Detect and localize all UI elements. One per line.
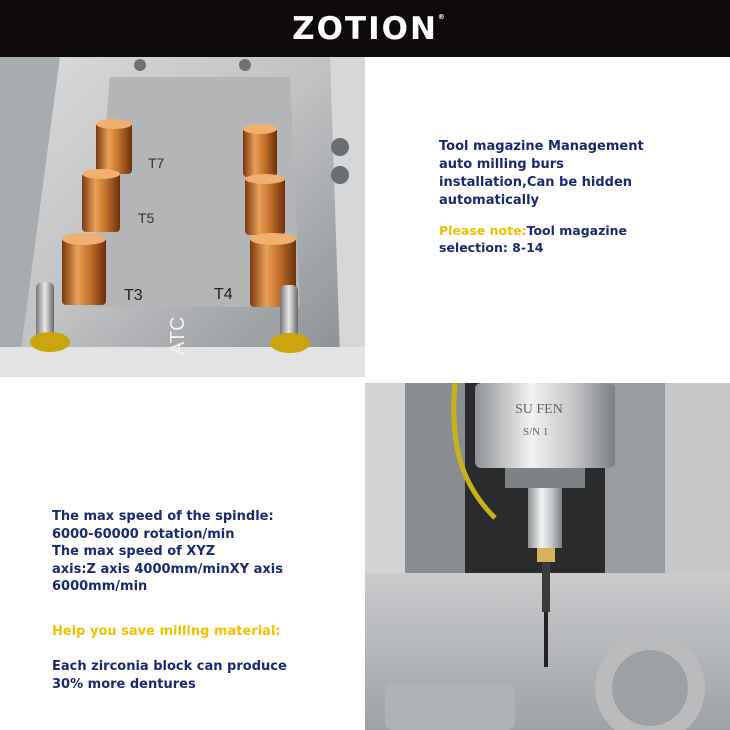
save-material-highlight: Help you save milling material: (52, 624, 281, 639)
spindle-serial-label: S/N 1 (523, 426, 549, 438)
zirconia-line: Each zirconia block can produce (52, 659, 287, 674)
tool-magazine-illustration (0, 57, 365, 377)
tool-holder-t6 (245, 174, 285, 235)
tool-text-line: installation,Can be hidden (439, 175, 633, 190)
tool-magazine-description (439, 138, 719, 210)
note-label: Please note: (439, 223, 527, 238)
tool-holder-t7 (96, 119, 132, 174)
tool-holder-t5 (82, 169, 120, 232)
brand-header (0, 0, 730, 57)
spindle-brand-label: SU FEN (515, 402, 563, 417)
brand-logo (292, 10, 447, 47)
tool-holder-t8 (243, 124, 277, 177)
note-selection: selection: 8-14 (439, 240, 544, 255)
note-text: Tool magazine (526, 223, 628, 238)
spec-line: axis:Z axis 4000mm/minXY axis (52, 561, 283, 577)
tool-magazine-photo (0, 57, 365, 377)
label-atc: ATC (167, 316, 189, 355)
spec-line: The max speed of XYZ (52, 544, 216, 559)
tool-magazine-note (439, 222, 719, 256)
brand-name: ZOTION (292, 10, 438, 47)
zirconia-line: 30% more dentures (52, 677, 196, 692)
registered-mark: ® (437, 12, 447, 21)
spindle-photo (365, 383, 730, 730)
zirconia-description (52, 658, 352, 694)
label-t3: T3 (124, 287, 143, 304)
tool-holder-t3 (62, 233, 106, 305)
spindle-specs (52, 508, 352, 596)
tool-text-line: Tool magazine Management (439, 139, 644, 154)
tool-text-line: auto milling burs (439, 157, 564, 172)
label-t4: T4 (214, 286, 233, 303)
tool-text-line: automatically (439, 193, 540, 208)
spec-line: 6000-60000 rotation/min (52, 526, 235, 542)
label-t5: T5 (138, 210, 155, 226)
spec-line: The max speed of the spindle: (52, 509, 274, 524)
spindle-illustration (365, 383, 730, 730)
spec-line: 6000mm/min (52, 579, 148, 594)
label-t7: T7 (148, 155, 165, 171)
